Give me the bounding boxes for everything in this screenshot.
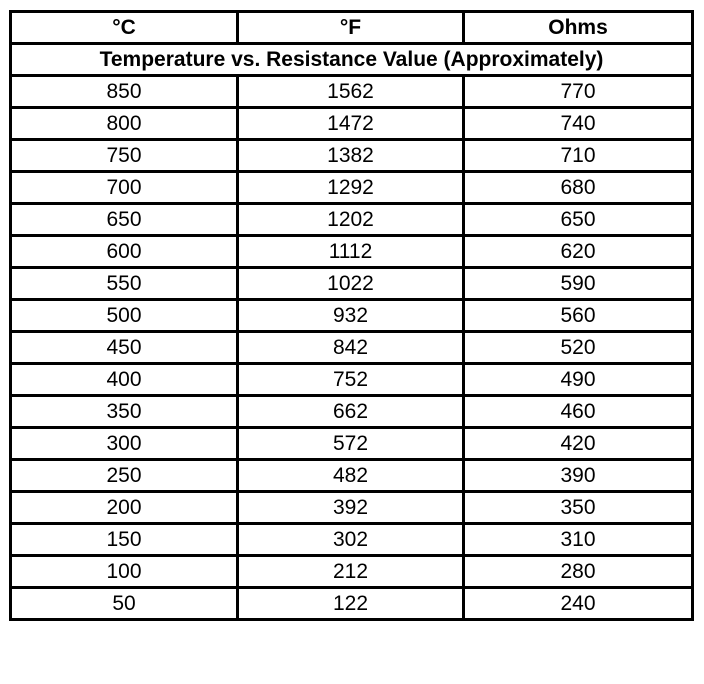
table-row	[11, 556, 693, 588]
celsius-cell: 750	[11, 140, 238, 172]
ohms-cell: 770	[464, 76, 693, 108]
table-row	[11, 236, 693, 268]
ohms-cell: 280	[464, 556, 693, 588]
fahrenheit-cell: 1562	[238, 76, 464, 108]
table-row	[11, 396, 693, 428]
fahrenheit-cell: 392	[238, 492, 464, 524]
fahrenheit-cell: 752	[238, 364, 464, 396]
fahrenheit-cell: 212	[238, 556, 464, 588]
table-caption: Temperature vs. Resistance Value (Approximately)	[11, 44, 693, 76]
celsius-cell: 600	[11, 236, 238, 268]
ohms-cell: 620	[464, 236, 693, 268]
ohms-cell: 390	[464, 460, 693, 492]
celsius-cell: 550	[11, 268, 238, 300]
column-header-celsius: °C	[11, 12, 238, 44]
table-row	[11, 300, 693, 332]
ohms-cell: 680	[464, 172, 693, 204]
celsius-cell: 800	[11, 108, 238, 140]
celsius-cell: 500	[11, 300, 238, 332]
celsius-cell: 700	[11, 172, 238, 204]
table-row	[11, 332, 693, 364]
table-row	[11, 268, 693, 300]
table-row	[11, 364, 693, 396]
table-row	[11, 588, 693, 620]
ohms-cell: 350	[464, 492, 693, 524]
fahrenheit-cell: 122	[238, 588, 464, 620]
ohms-cell: 420	[464, 428, 693, 460]
ohms-cell: 740	[464, 108, 693, 140]
celsius-cell: 300	[11, 428, 238, 460]
celsius-cell: 50	[11, 588, 238, 620]
ohms-cell: 520	[464, 332, 693, 364]
ohms-cell: 710	[464, 140, 693, 172]
temperature-resistance-table	[9, 10, 694, 621]
celsius-cell: 250	[11, 460, 238, 492]
column-header-ohms: Ohms	[464, 12, 693, 44]
ohms-cell: 460	[464, 396, 693, 428]
header-row	[11, 12, 693, 44]
celsius-cell: 150	[11, 524, 238, 556]
celsius-cell: 100	[11, 556, 238, 588]
table-row	[11, 76, 693, 108]
celsius-cell: 450	[11, 332, 238, 364]
ohms-cell: 310	[464, 524, 693, 556]
celsius-cell: 350	[11, 396, 238, 428]
fahrenheit-cell: 662	[238, 396, 464, 428]
fahrenheit-cell: 932	[238, 300, 464, 332]
ohms-cell: 560	[464, 300, 693, 332]
celsius-cell: 850	[11, 76, 238, 108]
fahrenheit-cell: 482	[238, 460, 464, 492]
table-row	[11, 492, 693, 524]
celsius-cell: 400	[11, 364, 238, 396]
ohms-cell: 490	[464, 364, 693, 396]
fahrenheit-cell: 842	[238, 332, 464, 364]
table-row	[11, 460, 693, 492]
table-row	[11, 428, 693, 460]
fahrenheit-cell: 1022	[238, 268, 464, 300]
fahrenheit-cell: 1472	[238, 108, 464, 140]
table-row	[11, 524, 693, 556]
fahrenheit-cell: 302	[238, 524, 464, 556]
table-row	[11, 140, 693, 172]
fahrenheit-cell: 1292	[238, 172, 464, 204]
ohms-cell: 590	[464, 268, 693, 300]
ohms-cell: 650	[464, 204, 693, 236]
fahrenheit-cell: 572	[238, 428, 464, 460]
celsius-cell: 200	[11, 492, 238, 524]
table-row	[11, 204, 693, 236]
ohms-cell: 240	[464, 588, 693, 620]
fahrenheit-cell: 1112	[238, 236, 464, 268]
celsius-cell: 650	[11, 204, 238, 236]
table-row	[11, 108, 693, 140]
table-body	[11, 76, 693, 620]
table-row	[11, 172, 693, 204]
column-header-fahrenheit: °F	[238, 12, 464, 44]
fahrenheit-cell: 1202	[238, 204, 464, 236]
caption-row	[11, 44, 693, 76]
fahrenheit-cell: 1382	[238, 140, 464, 172]
